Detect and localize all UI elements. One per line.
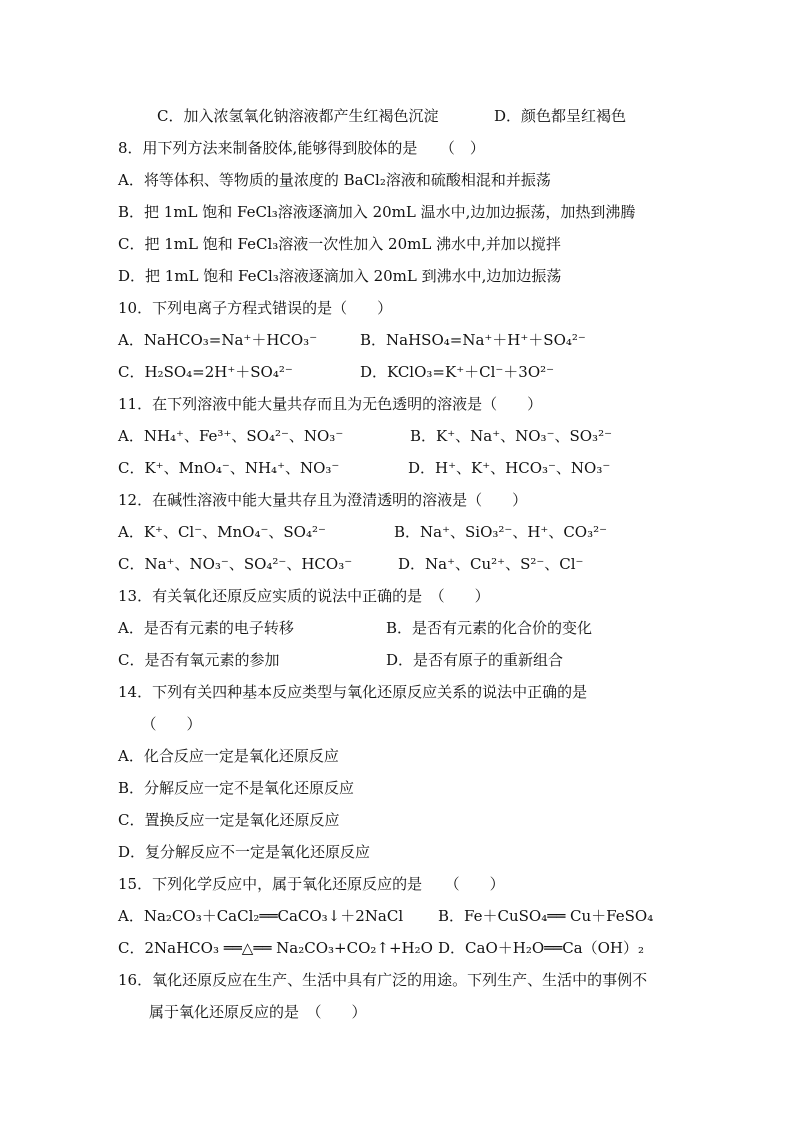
option-a-q12: A．K⁺、Cl⁻、MnO₄⁻、SO₄²⁻ B．Na⁺、SiO₃²⁻、H⁺、CO₃²⁻ bbox=[118, 523, 608, 541]
option-b-q12: B．Na⁺、SiO₃²⁻、H⁺、CO₃²⁻ bbox=[394, 523, 608, 541]
question-10: 10．下列电离子方程式错误的是（ ） bbox=[118, 299, 393, 317]
option-b-q10: B．NaHSO₄=Na⁺＋H⁺＋SO₄²⁻ bbox=[360, 331, 586, 349]
option-c-q13: C．是否有氧元素的参加 D．是否有原子的重新组合 bbox=[118, 651, 564, 669]
question-8: 8．用下列方法来制备胶体,能够得到胶体的是 （ ） bbox=[118, 139, 485, 157]
option-c-q8: C．把 1mL 饱和 FeCl₃溶液一次性加入 20mL 沸水中,并加以搅拌 bbox=[118, 235, 561, 253]
option-c-q10: C．H₂SO₄=2H⁺＋SO₄²⁻ D．KClO₃=K⁺＋Cl⁻＋3O²⁻ bbox=[118, 363, 555, 381]
option-b-q14: B．分解反应一定不是氧化还原反应 bbox=[118, 779, 355, 797]
option-d-q11: D．H⁺、K⁺、HCO₃⁻、NO₃⁻ bbox=[408, 459, 611, 477]
option-c-q11: C．K⁺、MnO₄⁻、NH₄⁺、NO₃⁻ D．H⁺、K⁺、HCO₃⁻、NO₃⁻ bbox=[118, 459, 611, 477]
option-d-q10: D．KClO₃=K⁺＋Cl⁻＋3O²⁻ bbox=[360, 363, 555, 381]
option-a-q10: A．NaHCO₃=Na⁺＋HCO₃⁻ B．NaHSO₄=Na⁺＋H⁺＋SO₄²⁻ bbox=[118, 331, 586, 349]
option-a-q11: A．NH₄⁺、Fe³⁺、SO₄²⁻、NO₃⁻ B．K⁺、Na⁺、NO₃⁻、SO₃²⁻ bbox=[118, 427, 613, 445]
option-d-q14: D．复分解反应不一定是氧化还原反应 bbox=[118, 843, 371, 861]
question-16-cont: 属于氧化还原反应的是 （ ） bbox=[134, 1003, 367, 1021]
question-16: 16．氧化还原反应在生产、生活中具有广泛的用途。下列生产、生活中的事例不 bbox=[118, 971, 648, 989]
option-d-q13: D．是否有原子的重新组合 bbox=[386, 651, 564, 669]
option-c-q12: C．Na⁺、NO₃⁻、SO₄²⁻、HCO₃⁻ D．Na⁺、Cu²⁺、S²⁻、Cl⁻ bbox=[118, 555, 584, 573]
option-d-q12: D．Na⁺、Cu²⁺、S²⁻、Cl⁻ bbox=[398, 555, 584, 573]
question-14-bracket: （ ） bbox=[134, 715, 202, 733]
option-b-q8: B．把 1mL 饱和 FeCl₃溶液逐滴加入 20mL 温水中,边加边振荡，加热到沸腾 bbox=[118, 203, 636, 221]
question-15: 15．下列化学反应中，属于氧化还原反应的是 （ ） bbox=[118, 875, 505, 893]
question-12: 12．在碱性溶液中能大量共存且为澄清透明的溶液是（ ） bbox=[118, 491, 528, 509]
question-14: 14．下列有关四种基本反应类型与氧化还原反应关系的说法中正确的是 bbox=[118, 683, 588, 701]
option-a-q13: A．是否有元素的电子转移 B．是否有元素的化合价的变化 bbox=[118, 619, 593, 637]
option-d-q15: D．CaO＋H₂O══Ca（OH）₂ bbox=[438, 939, 645, 957]
option-b-q13: B．是否有元素的化合价的变化 bbox=[386, 619, 593, 637]
option-c-q14: C．置换反应一定是氧化还原反应 bbox=[118, 811, 340, 829]
option-d-q7: D．颜色都呈红褐色 bbox=[494, 107, 627, 125]
option-c-q15: C．2NaHCO₃ ══△══ Na₂CO₃+CO₂↑+H₂O D．CaO＋H₂O══Ca（OH）₂ bbox=[118, 939, 645, 957]
option-b-q15: B．Fe＋CuSO₄══ Cu＋FeSO₄ bbox=[438, 907, 654, 925]
option-b-q11: B．K⁺、Na⁺、NO₃⁻、SO₃²⁻ bbox=[410, 427, 613, 445]
option-a-q14: A．化合反应一定是氧化还原反应 bbox=[118, 747, 339, 765]
option-a-q8: A．将等体积、等物质的量浓度的 BaCl₂溶液和硫酸相混和并振荡 bbox=[118, 171, 551, 189]
option-d-q8: D．把 1mL 饱和 FeCl₃溶液逐滴加入 20mL 到沸水中,边加边振荡 bbox=[118, 267, 562, 285]
option-c-q7: C．加入浓氢氧化钠溶液都产生红褐色沉淀 D．颜色都呈红褐色 bbox=[142, 107, 627, 125]
option-a-q15: A．Na₂CO₃＋CaCl₂══CaCO₃↓＋2NaCl B．Fe＋CuSO₄══ Cu＋FeSO₄ bbox=[118, 907, 654, 925]
question-13: 13．有关氧化还原反应实质的说法中正确的是 （ ） bbox=[118, 587, 490, 605]
question-11: 11．在下列溶液中能大量共存而且为无色透明的溶液是（ ） bbox=[118, 395, 543, 413]
